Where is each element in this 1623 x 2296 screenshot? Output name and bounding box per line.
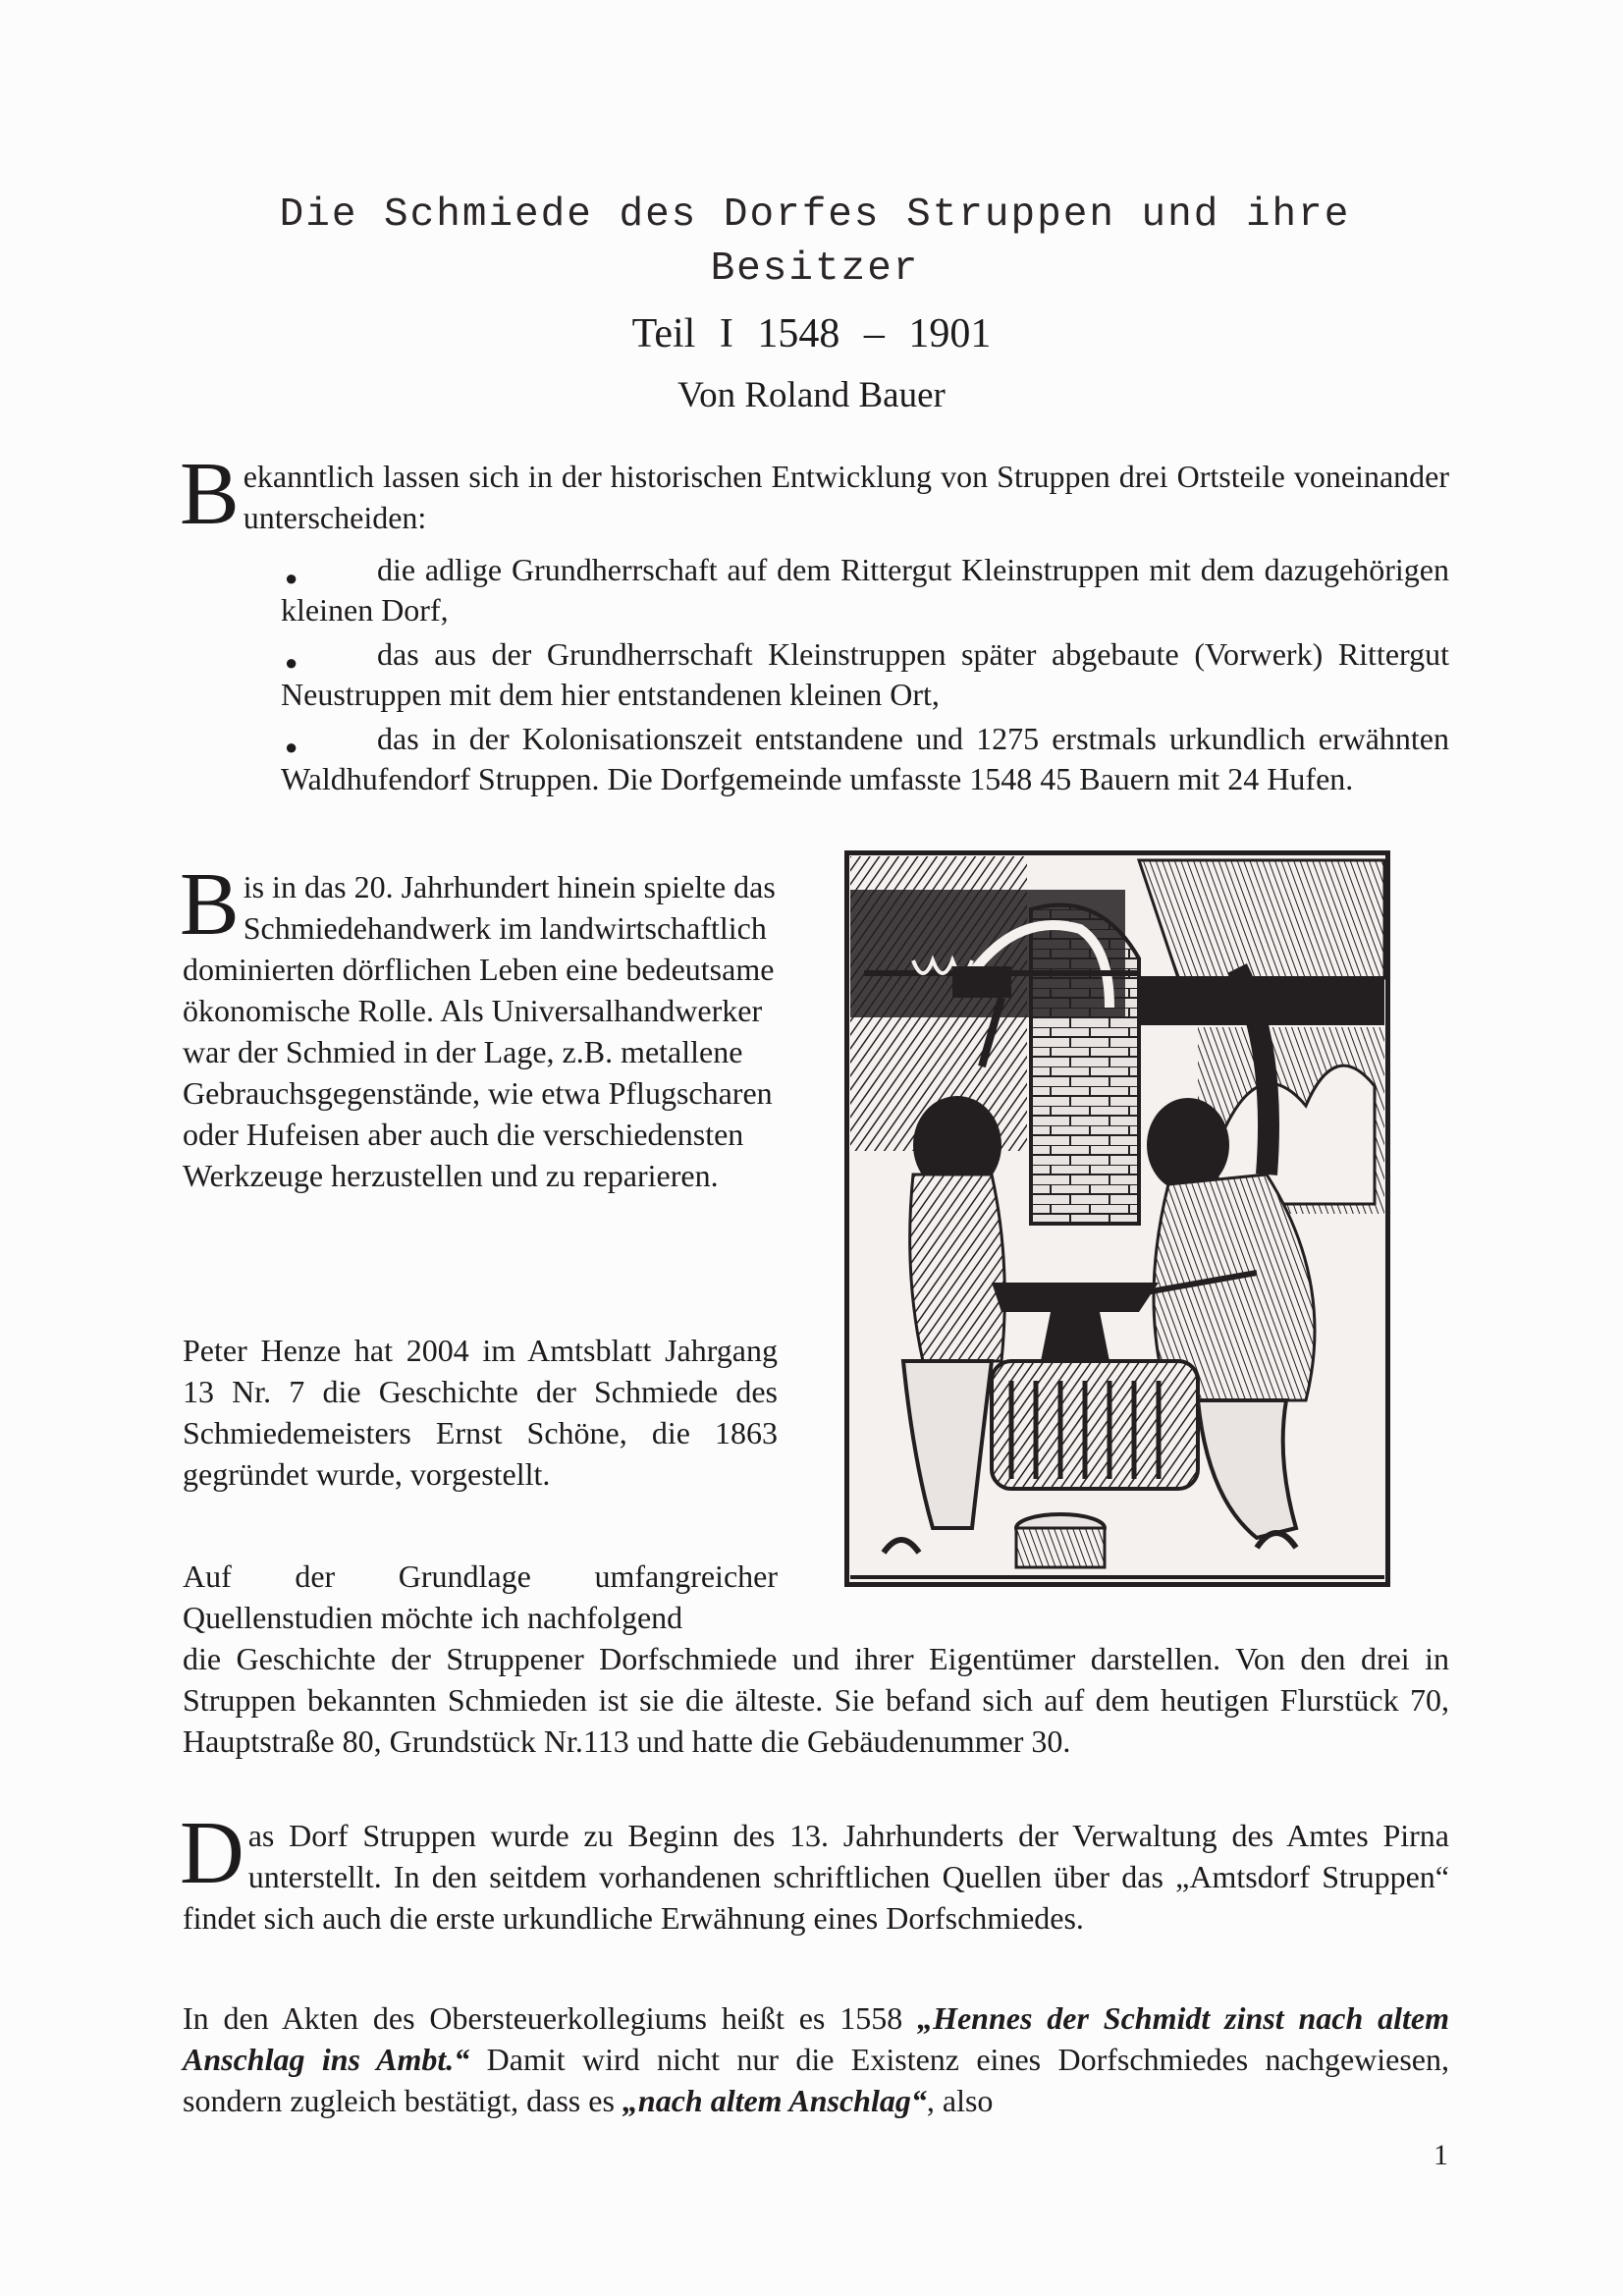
henze-paragraph: Peter Henze hat 2004 im Amtsblatt Jahrgang 13 Nr. 7 die Geschichte der Schmiede des Schmiedemeisters Ernst Schöne, die 1863 gegründet wurde, vorgestellt. bbox=[183, 1333, 778, 1492]
list-item: ● die adlige Grundherrschaft auf dem Rittergut Kleinstruppen mit dem dazugehörigen kleinen Dorf, bbox=[281, 552, 1449, 628]
document-title bbox=[226, 189, 1404, 297]
intro-text: ekanntlich lassen sich in der historischen Entwicklung von Struppen drei Ortsteile voneinander unterscheiden: bbox=[243, 459, 1449, 535]
list-item: ● das aus der Grundherrschaft Kleinstruppen später abgebaute (Vorwerk) Rittergut Neustruppen mit dem hier entstandenen kleinen Ort, bbox=[281, 636, 1449, 712]
village-parts-list bbox=[281, 550, 1449, 803]
smith-text: is in das 20. Jahrhundert hinein spielte das Schmiedehandwerk im landwirtschaftlich dominierten dörflichen Leben eine bedeutsame ökonomische Rolle. Als Universalhandwerker war der Schmied in der Lage, z.B. metallene Gebrauchsgegenstände, wie etwa Pflugscharen oder Hufeisen aber auch die verschiedensten Werkzeuge herzustellen und zu reparieren. bbox=[183, 869, 776, 1193]
intro-paragraph bbox=[180, 444, 1449, 543]
quote-hennes: „Hennes der Schmidt zinst nach altem Anschlag ins Ambt.“ bbox=[183, 2000, 1450, 2077]
title-line-1: Die Schmiede des Dorfes Struppen und ihre bbox=[279, 192, 1351, 238]
subtitle: Teil I 1548 – 1901 bbox=[631, 311, 992, 356]
blacksmith-woodcut bbox=[844, 850, 1390, 1587]
quote-anschlag: „nach altem Anschlag“ bbox=[622, 2083, 927, 2118]
list-item: ● das in der Kolonisationszeit entstandene und 1275 erstmals urkundlich erwähnten Waldhufendorf Struppen. Die Dorfgemeinde umfasste 1548 45 Bauern mit 24 Hufen. bbox=[281, 721, 1449, 796]
basis-line-2: Quellenstudien möchte ich nachfolgend bbox=[183, 1600, 683, 1635]
title-line-2: Besitzer bbox=[710, 246, 920, 292]
basis-text: die Geschichte der Struppener Dorfschmiede und ihrer Eigentümer darstellen. Von den drei in Struppen bekannten Schmieden ist sie die älteste. Sie befand sich auf dem heutigen Flurstück 70, Hauptstraße 80, Grundstück Nr.113 und hatte die Gebäudenummer 30. bbox=[183, 1641, 1449, 1759]
smith-paragraph bbox=[180, 854, 782, 1196]
basis-line-1: Auf der Grundlage umfangreicher bbox=[183, 1558, 778, 1594]
smith-dropcap: B bbox=[180, 854, 240, 954]
akten-paragraph: In den Akten des Obersteuerkollegiums heißt es 1558 „Hennes der Schmidt zinst nach altem Anschlag ins Ambt.“ Damit wird nicht nur die Existenz eines Dorfschmiedes nachgewiesen, sondern zugleich bestätigt, dass es „nach altem Anschlag“, also bbox=[183, 2000, 1450, 2118]
author-line: Von Roland Bauer bbox=[677, 375, 946, 415]
dorf-text: as Dorf Struppen wurde zu Beginn des 13. Jahrhunderts der Verwaltung des Amtes Pirna unterstellt. In den seitdem vorhandenen schriftlichen Quellen über das „Amtsdorf Struppen“ findet sich auch die erste urkundliche Erwähnung eines Dorfschmiedes. bbox=[183, 1818, 1449, 1936]
dorf-dropcap: D bbox=[180, 1803, 244, 1902]
page-number: 1 bbox=[1434, 2139, 1448, 2171]
dorf-paragraph bbox=[180, 1803, 1449, 1939]
intro-dropcap: B bbox=[180, 444, 240, 543]
